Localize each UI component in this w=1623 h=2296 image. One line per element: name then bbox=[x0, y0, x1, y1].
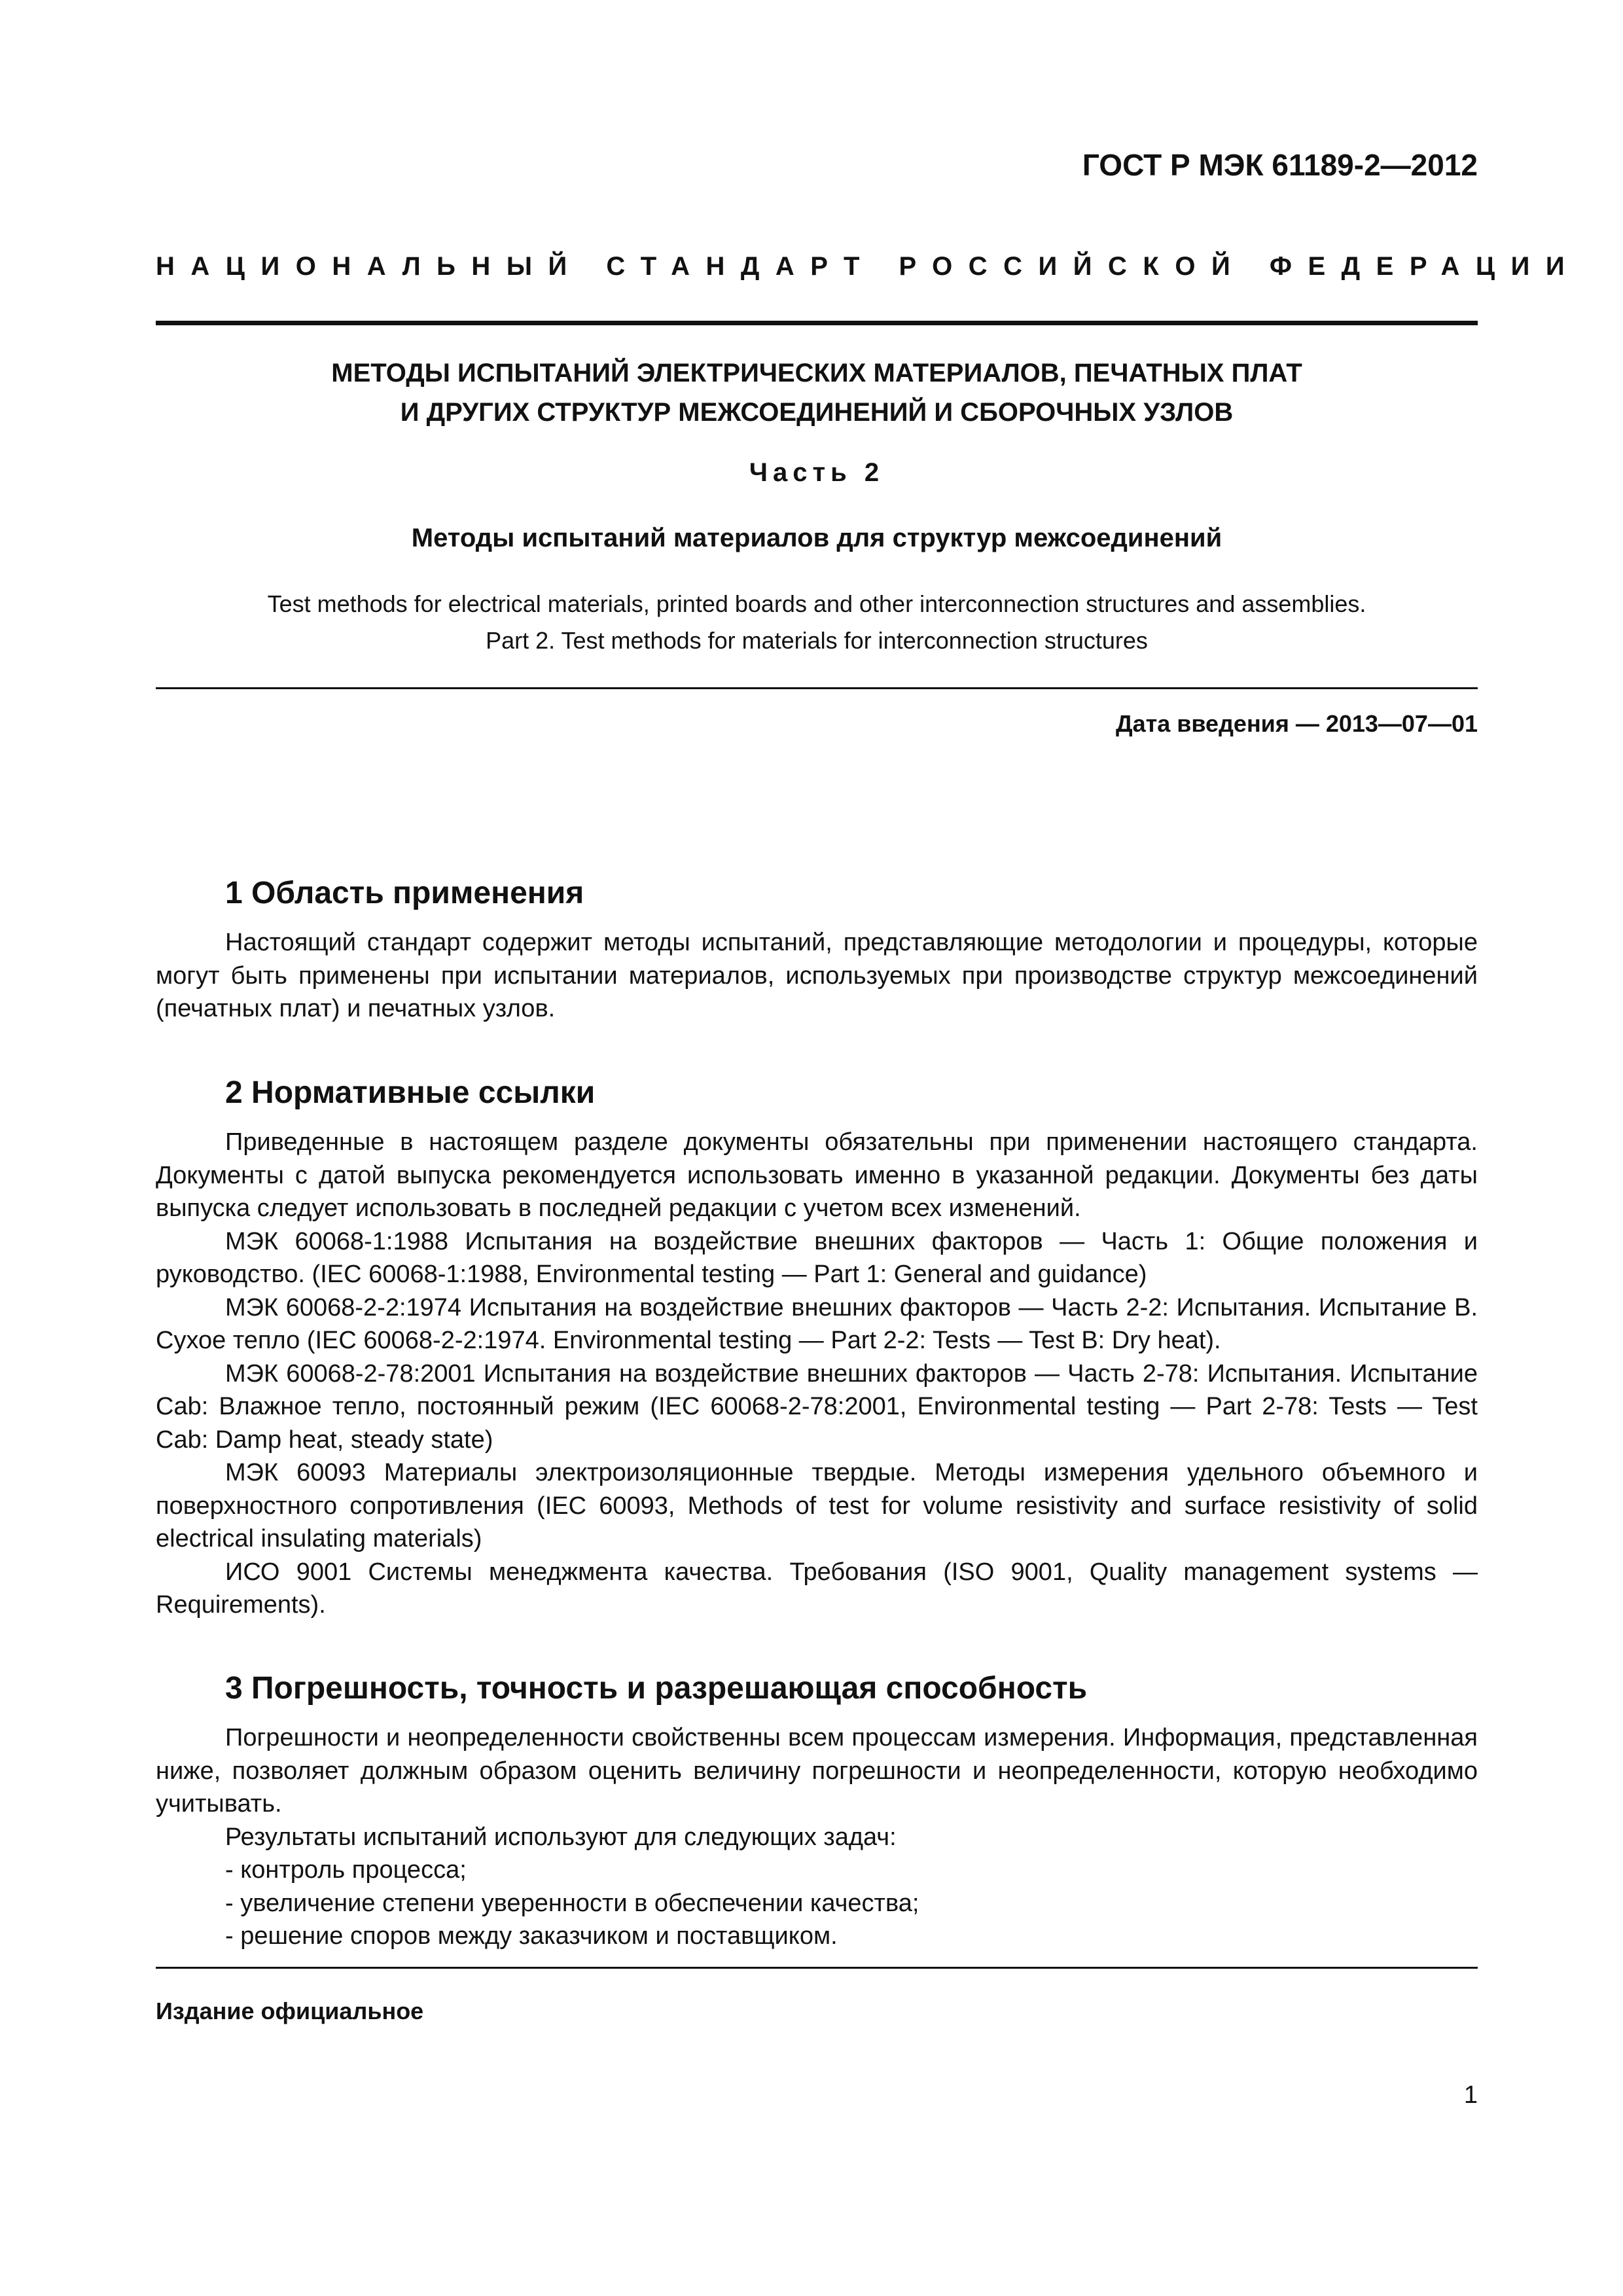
title-line-2: И ДРУГИХ СТРУКТУР МЕЖСОЕДИНЕНИЙ И СБОРОЧНЫХ УЗЛОВ bbox=[400, 398, 1234, 427]
document-title bbox=[156, 353, 1478, 432]
section-normative-references bbox=[156, 1070, 1478, 1622]
subtitle: Методы испытаний материалов для структур межсоединений bbox=[411, 524, 1222, 552]
reference-item: МЭК 60093 Материалы электроизоляционные твердые. Методы измерения удельного объемного и поверхностного сопротивления (IEC 60093, Methods of test for volume resistivity and surface resistivity of solid electrical insulating materials) bbox=[156, 1459, 1478, 1552]
section-heading: 1 Область применения bbox=[225, 876, 584, 910]
english-title-line-2: Part 2. Test methods for materials for interconnection structures bbox=[486, 627, 1148, 654]
part-label: Часть 2 bbox=[749, 458, 885, 487]
section-scope bbox=[156, 870, 1478, 1026]
section-heading: 2 Нормативные ссылки bbox=[225, 1075, 596, 1110]
reference-item: МЭК 60068-2-2:1974 Испытания на воздействие внешних факторов — Часть 2-2: Испытания. Испытание В. Сухое тепло (IEC 60068-2-2:1974. Environmental testing — Part 2-2: Tests — Test B: Dry heat). bbox=[156, 1293, 1478, 1354]
paragraph: Настоящий стандарт содержит методы испытаний, представляющие методологии и процедуры, которые могут быть применены при испытании материалов, используемых при производстве структур межсоединений (печатных плат) и печатных узлов. bbox=[156, 929, 1478, 1022]
footer-rule bbox=[156, 1967, 1478, 1969]
list-item: - решение споров между заказчиком и поставщиком. bbox=[225, 1922, 838, 1950]
section-heading: 3 Погрешность, точность и разрешающая способность bbox=[225, 1671, 1088, 1706]
page-number: 1 bbox=[1463, 2081, 1478, 2109]
standard-code: ГОСТ Р МЭК 61189-2—2012 bbox=[1082, 148, 1478, 182]
list-item: - контроль процесса; bbox=[225, 1856, 467, 1884]
paragraph: Приведенные в настоящем разделе документы обязательны при применении настоящего стандарта. Документы с датой выпуска рекомендуется использовать именно в указанной редакции. Документы без даты выпуска следует использовать в последней редакции с учетом всех изменений. bbox=[156, 1128, 1478, 1222]
section-body bbox=[156, 1721, 1478, 1953]
title-rule bbox=[156, 687, 1478, 689]
top-rule bbox=[156, 321, 1478, 325]
english-title bbox=[156, 586, 1478, 659]
paragraph: Результаты испытаний используют для следующих задач: bbox=[225, 1823, 897, 1851]
official-edition-label: Издание официальное bbox=[156, 1998, 424, 2024]
title-line-1: МЕТОДЫ ИСПЫТАНИЙ ЭЛЕКТРИЧЕСКИХ МАТЕРИАЛОВ, ПЕЧАТНЫХ ПЛАТ bbox=[331, 359, 1302, 387]
list-item: - увеличение степени уверенности в обеспечении качества; bbox=[225, 1889, 919, 1917]
reference-item: ИСО 9001 Системы менеджмента качества. Требования (ISO 9001, Quality management systems — Requirements). bbox=[156, 1558, 1478, 1619]
introduction-date: Дата введения — 2013—07—01 bbox=[1115, 710, 1478, 737]
reference-item: МЭК 60068-1:1988 Испытания на воздействие внешних факторов — Часть 1: Общие положения и руководство. (IEC 60068-1:1988, Environmental testing — Part 1: General and guidance) bbox=[156, 1227, 1478, 1288]
section-body bbox=[156, 1126, 1478, 1622]
section-body bbox=[156, 926, 1478, 1026]
paragraph: Погрешности и неопределенности свойственны всем процессам измерения. Информация, представленная ниже, позволяет должным образом оценить величину погрешности и неопределенности, которую необходимо учитывать. bbox=[156, 1724, 1478, 1818]
reference-item: МЭК 60068-2-78:2001 Испытания на воздействие внешних факторов — Часть 2-78: Испытания. Испытание Cab: Влажное тепло, постоянный режим (IEC 60068-2-78:2001, Environmental testing — Part 2-78: Tests — Test Cab: Damp heat, steady state) bbox=[156, 1359, 1478, 1454]
english-title-line-1: Test methods for electrical materials, printed boards and other interconnection structures and assemblies. bbox=[267, 590, 1366, 617]
national-standard-heading: НАЦИОНАЛЬНЫЙ СТАНДАРТ РОССИЙСКОЙ ФЕДЕРАЦИИ bbox=[156, 252, 1581, 281]
section-accuracy bbox=[156, 1666, 1478, 1953]
